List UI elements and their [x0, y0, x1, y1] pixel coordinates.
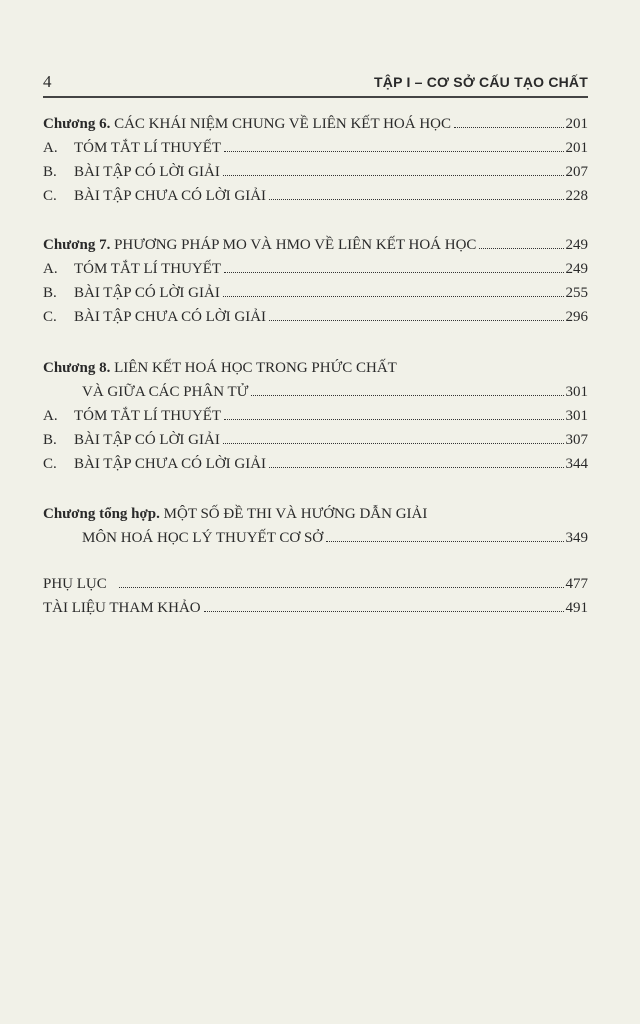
section-title: BÀI TẬP CHƯA CÓ LỜI GIẢI	[74, 188, 267, 204]
dot-leader	[224, 418, 563, 420]
toc-back-matter	[43, 576, 588, 624]
section-letter: A.	[43, 140, 58, 156]
toc-chapter-6	[43, 116, 588, 212]
chapter-title-line2: MÔN HOÁ HỌC LÝ THUYẾT CƠ SỞ	[82, 530, 324, 546]
dot-leader	[223, 174, 564, 176]
chapter-title: PHƯƠNG PHÁP MO VÀ HMO VỀ LIÊN KẾT HOÁ HỌC	[114, 237, 477, 253]
running-title: TẬP I – CƠ SỞ CẤU TẠO CHẤT	[374, 74, 588, 90]
page-ref: 201	[565, 140, 588, 156]
toc-chapter-8	[43, 360, 588, 480]
page-number: 4	[43, 72, 52, 91]
page-ref: 349	[565, 530, 588, 546]
dot-leader	[269, 319, 563, 321]
dot-leader	[269, 466, 563, 468]
chapter-label: Chương 8.	[43, 360, 111, 376]
toc-entry-section[interactable]	[43, 309, 588, 333]
section-letter: C.	[43, 456, 57, 472]
section-title: TÓM TẮT LÍ THUYẾT	[74, 408, 222, 424]
dot-leader	[326, 540, 563, 542]
section-letter: B.	[43, 164, 57, 180]
section-letter: A.	[43, 261, 58, 277]
chapter-title-line1: MỘT SỐ ĐỀ THI VÀ HƯỚNG DẪN GIẢI	[163, 506, 428, 522]
page-ref: 255	[565, 285, 588, 301]
page-ref: 249	[565, 261, 588, 277]
page-ref: 344	[565, 456, 588, 472]
dot-leader	[224, 271, 563, 273]
toc-chapter-7	[43, 237, 588, 333]
page-ref: 307	[565, 432, 588, 448]
toc-entry-section[interactable]	[43, 164, 588, 188]
chapter-title-line1: LIÊN KẾT HOÁ HỌC TRONG PHỨC CHẤT	[114, 360, 397, 376]
section-letter: B.	[43, 285, 57, 301]
toc-entry-section[interactable]	[43, 140, 588, 164]
appendix-title: PHỤ LỤC	[43, 576, 107, 592]
toc-entry-section[interactable]	[43, 261, 588, 285]
section-title: TÓM TẮT LÍ THUYẾT	[74, 261, 222, 277]
page-ref: 301	[565, 384, 588, 400]
page-ref: 301	[565, 408, 588, 424]
dot-leader	[223, 295, 564, 297]
toc-entry-chapter-line2[interactable]	[43, 384, 588, 408]
toc-entry-chapter-line1[interactable]	[43, 506, 588, 530]
dot-leader	[204, 610, 564, 612]
section-letter: B.	[43, 432, 57, 448]
toc-entry-section[interactable]	[43, 188, 588, 212]
dot-leader	[224, 150, 563, 152]
toc-entry-references[interactable]	[43, 600, 588, 624]
section-title: BÀI TẬP CHƯA CÓ LỜI GIẢI	[74, 456, 267, 472]
toc-entry-appendix[interactable]	[43, 576, 588, 600]
dot-leader	[479, 247, 563, 249]
page-ref: 228	[565, 188, 588, 204]
chapter-label: Chương 7.	[43, 237, 111, 253]
toc-entry-section[interactable]	[43, 456, 588, 480]
dot-leader	[119, 586, 564, 588]
chapter-label: Chương tổng hợp.	[43, 506, 160, 522]
section-letter: C.	[43, 188, 57, 204]
chapter-title: CÁC KHÁI NIỆM CHUNG VỀ LIÊN KẾT HOÁ HỌC	[114, 116, 452, 132]
toc-entry-chapter[interactable]	[43, 237, 588, 261]
dot-leader	[269, 198, 563, 200]
dot-leader	[454, 126, 563, 128]
section-title: BÀI TẬP CÓ LỜI GIẢI	[74, 285, 220, 301]
chapter-label: Chương 6.	[43, 116, 111, 132]
section-letter: C.	[43, 309, 57, 325]
page-ref: 491	[565, 600, 588, 616]
chapter-title-line2: VÀ GIỮA CÁC PHÂN TỬ	[82, 384, 249, 400]
page-ref: 477	[565, 576, 588, 592]
toc-entry-chapter-line2[interactable]	[43, 530, 588, 554]
page-header	[43, 70, 588, 98]
section-title: BÀI TẬP CÓ LỜI GIẢI	[74, 164, 220, 180]
toc-entry-section[interactable]	[43, 408, 588, 432]
toc-chapter-summary	[43, 506, 588, 554]
references-title: TÀI LIỆU THAM KHẢO	[43, 600, 201, 616]
page-ref: 296	[565, 309, 588, 325]
page-ref: 201	[565, 116, 588, 132]
section-letter: A.	[43, 408, 58, 424]
toc-entry-section[interactable]	[43, 432, 588, 456]
section-title: BÀI TẬP CHƯA CÓ LỜI GIẢI	[74, 309, 267, 325]
toc-entry-chapter[interactable]	[43, 116, 588, 140]
dot-leader	[251, 394, 563, 396]
page-ref: 249	[565, 237, 588, 253]
section-title: TÓM TẮT LÍ THUYẾT	[74, 140, 222, 156]
dot-leader	[223, 442, 564, 444]
toc-entry-section[interactable]	[43, 285, 588, 309]
page-ref: 207	[565, 164, 588, 180]
section-title: BÀI TẬP CÓ LỜI GIẢI	[74, 432, 220, 448]
toc-entry-chapter-line1[interactable]	[43, 360, 588, 384]
